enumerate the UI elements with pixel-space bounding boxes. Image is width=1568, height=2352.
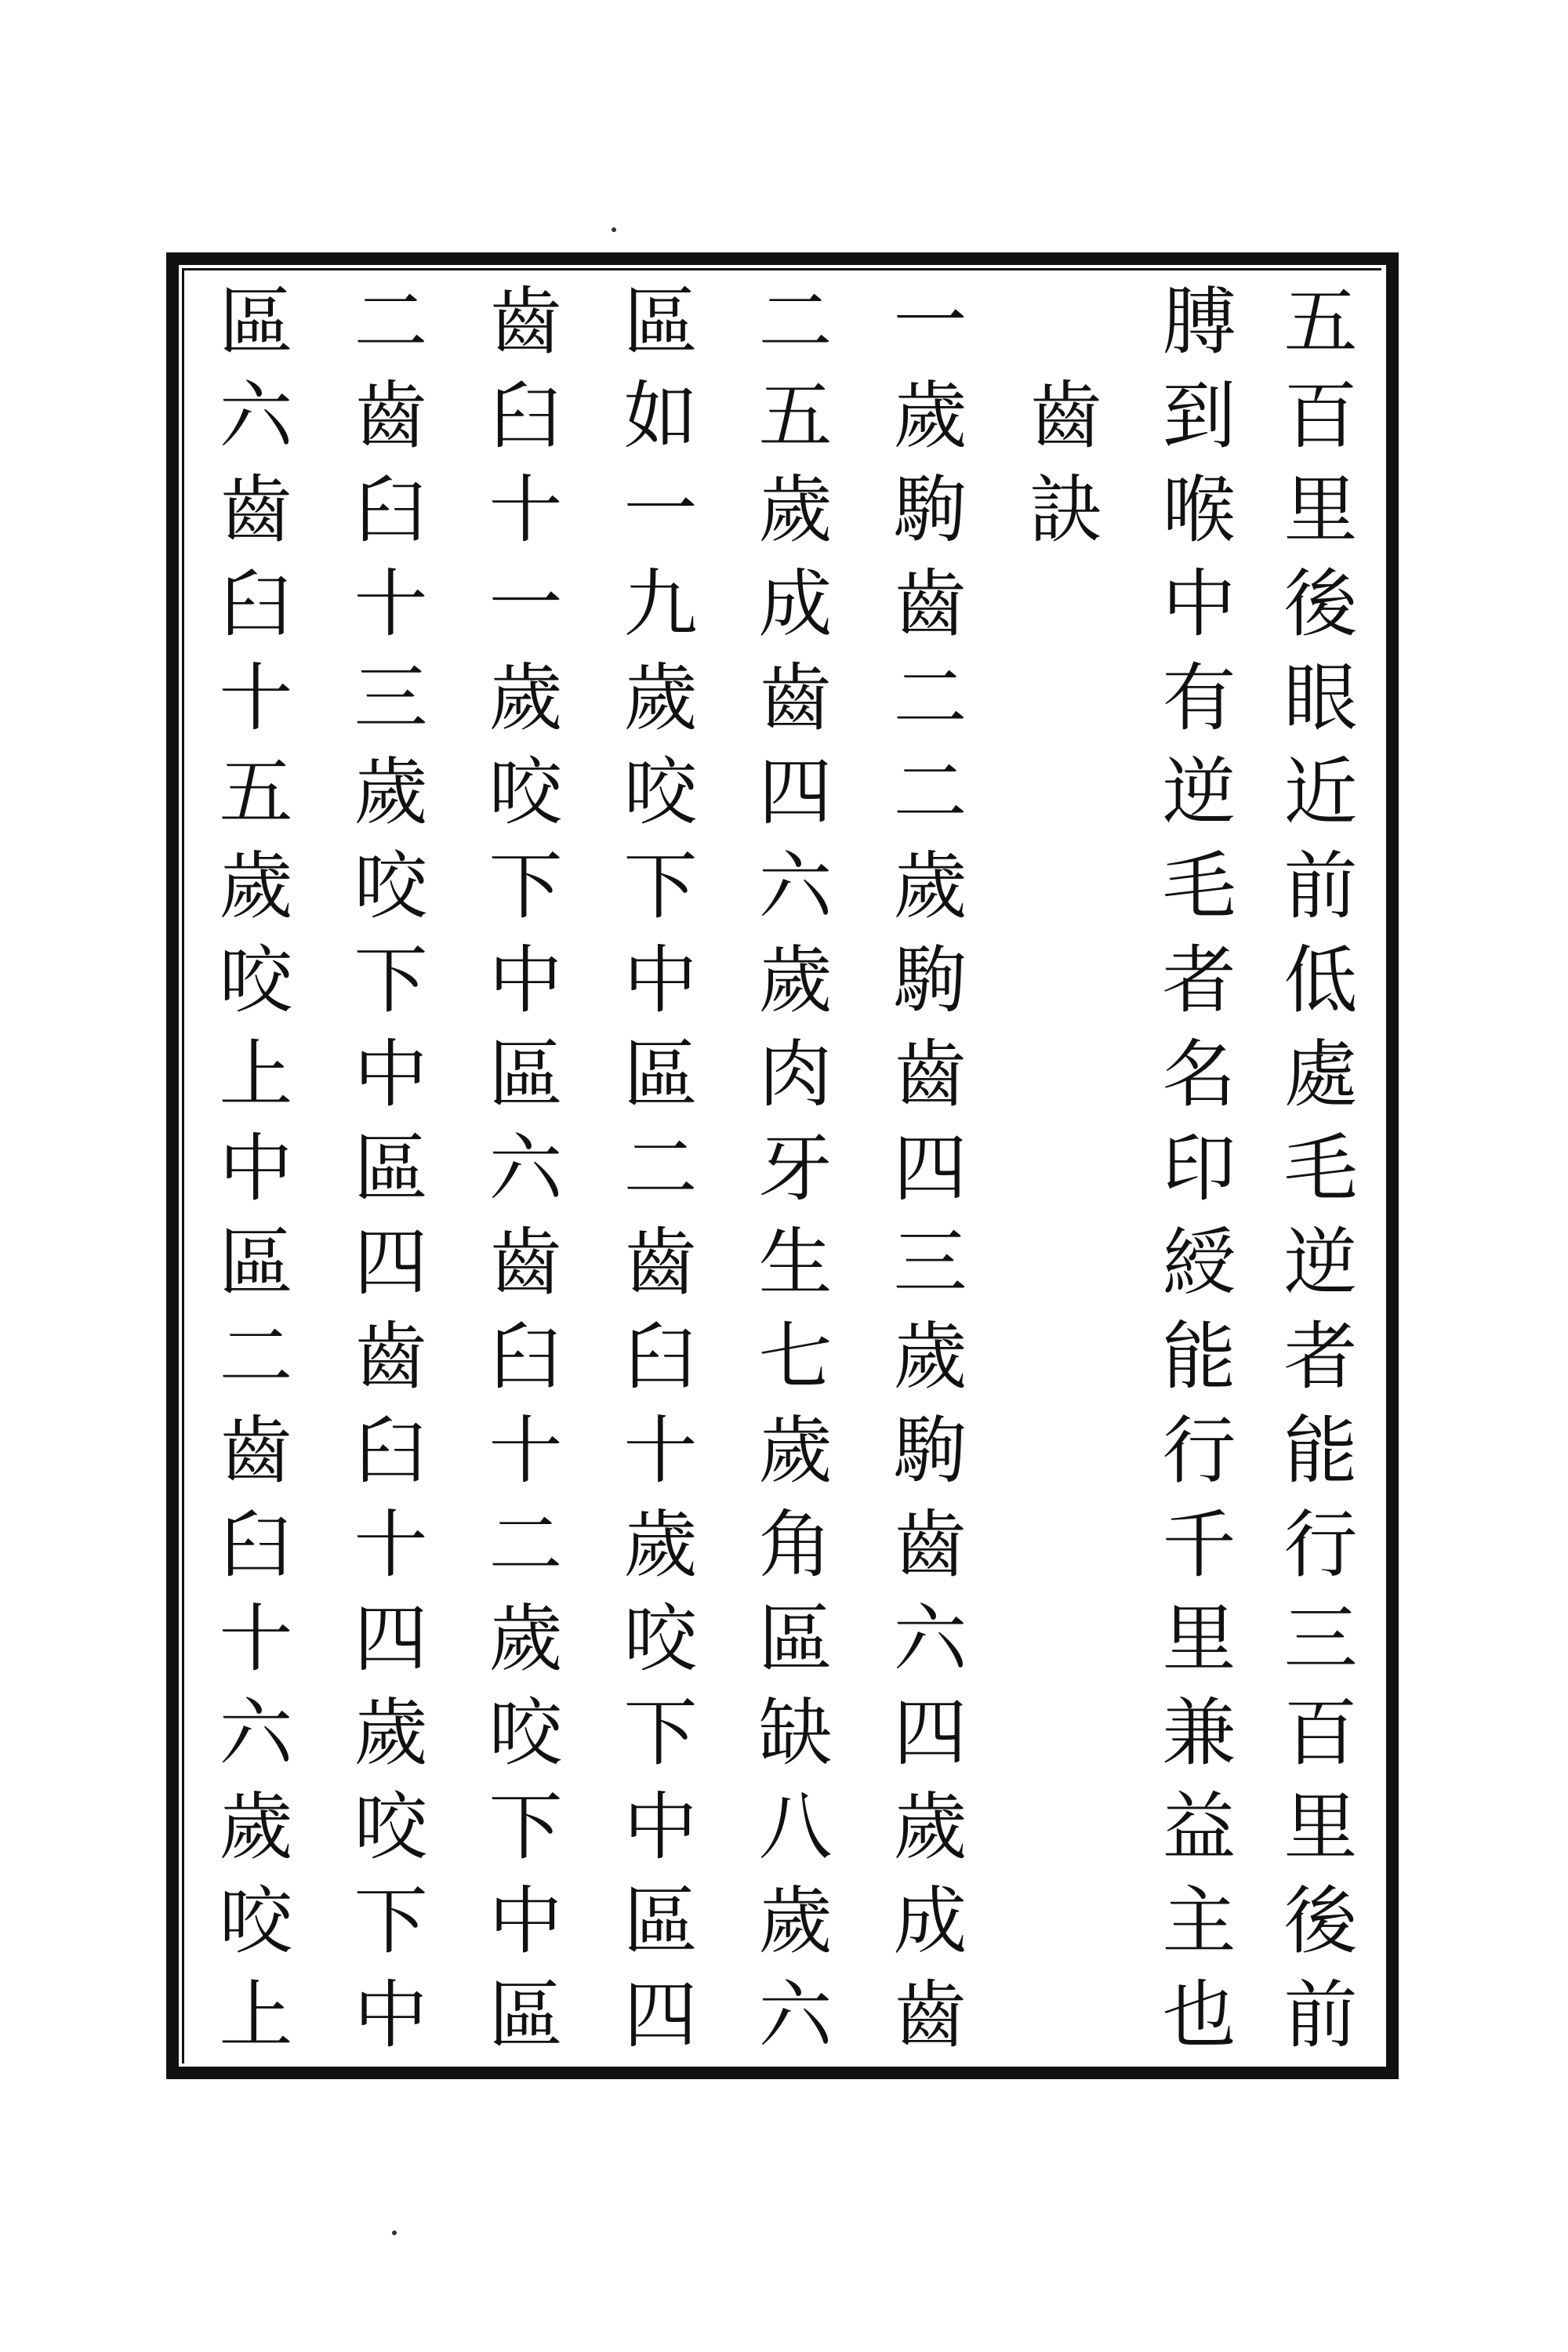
text-column-7: 齒臼十一歲咬下中區六齒臼十二歲咬下中區 (476, 282, 561, 2070)
text-column-8: 二齒臼十三歲咬下中區四齒臼十四歲咬下中 (341, 282, 426, 2070)
text-column-5: 二五歲成齒四六歲肉牙生七歲角區缺八歲六 (746, 282, 831, 2070)
paper-speck (392, 2230, 397, 2235)
text-column-6: 區如一九歲咬下中區二齒臼十歲咬下中區四 (611, 282, 696, 2070)
text-column-2: 膊到喉中有逆毛者名印綬能行千里兼益主也 (1149, 282, 1235, 2070)
section-heading: 齒訣 (1016, 376, 1102, 564)
text-column-9: 區六齒臼十五歲咬上中區二齒臼十六歲咬上 (206, 282, 292, 2070)
paper-speck (612, 227, 616, 232)
text-column-4: 一歲駒齒二二歲駒齒四三歲駒齒六四歲成齒 (880, 282, 966, 2070)
text-column-1: 五百里後眼近前低處毛逆者能行三百里後前 (1271, 282, 1356, 2070)
